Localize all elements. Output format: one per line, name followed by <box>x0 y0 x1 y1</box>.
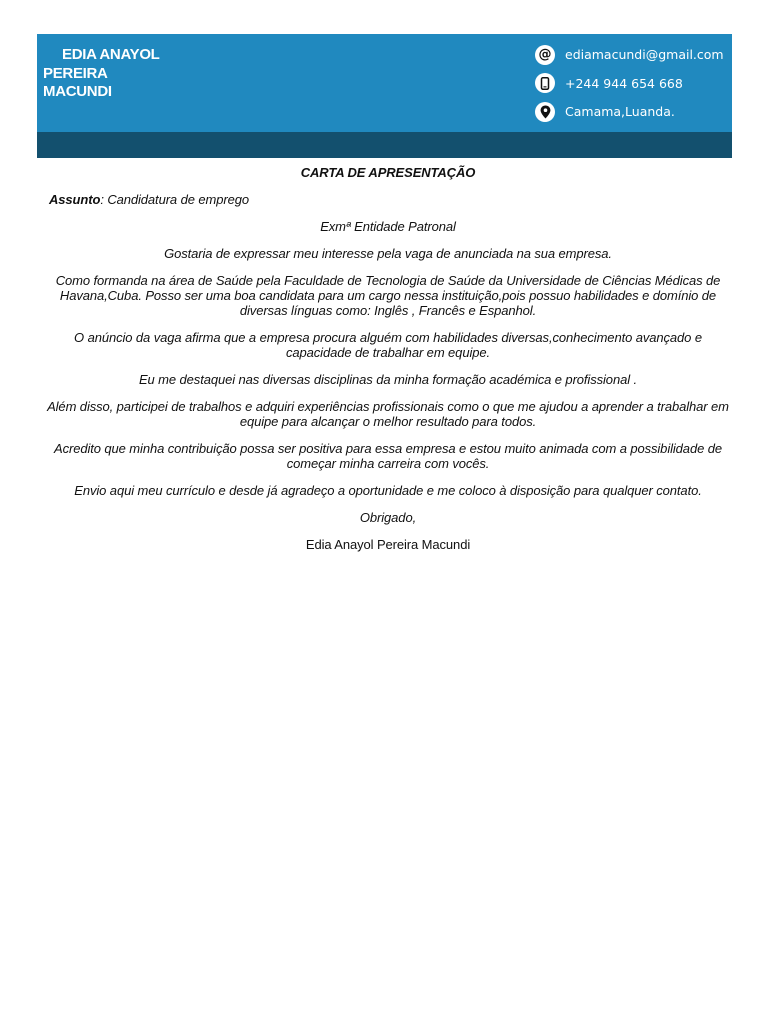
location-pin-icon <box>535 102 555 122</box>
letter-title: CARTA DE APRESENTAÇÃO <box>300 165 476 180</box>
header-accent-band <box>37 132 732 158</box>
name-line-3: MACUNDI <box>43 83 112 100</box>
location-text: Camama,Luanda. <box>565 104 675 119</box>
header-banner <box>37 34 732 132</box>
email-text: ediamacundi@gmail.com <box>565 47 724 62</box>
phone-text: +244 944 654 668 <box>565 75 683 91</box>
contact-location <box>535 101 730 122</box>
cover-letter <box>44 165 732 564</box>
letter-closing: Obrigado, <box>359 510 417 525</box>
phone-icon <box>535 73 555 93</box>
email-icon: @ <box>535 45 555 65</box>
letter-paragraph: Eu me destaquei nas diversas disciplinas da minha formação académica e profissional . <box>138 372 638 387</box>
contact-list <box>535 44 730 130</box>
letter-subject <box>44 192 732 207</box>
applicant-name <box>43 46 223 102</box>
name-line-2: PEREIRA <box>43 64 108 82</box>
letter-paragraph: Acredito que minha contribuição possa ser positiva para essa empresa e estou muito animada com a possibilidade de começar minha carreira com vocês. <box>54 441 722 471</box>
letter-paragraph: Como formanda na área de Saúde pela Faculdade de Tecnologia de Saúde da Universidade de Ciências Médicas de Havana,Cuba. Posso ser uma boa candidata para um cargo nessa instituição,pois possuo habilidades e domínio de diversas línguas como: Inglês , Francês e Espanhol. <box>55 273 721 318</box>
letter-paragraph: Envio aqui meu currículo e desde já agradeço a oportunidade e me coloco à disposição para qualquer contato. <box>74 483 702 498</box>
contact-phone <box>535 73 730 94</box>
letter-salutation: Exmª Entidade Patronal <box>320 219 456 234</box>
letter-paragraph: O anúncio da vaga afirma que a empresa procura alguém com habilidades diversas,conhecimento avançado e capacidade de trabalhar em equipe. <box>74 330 702 360</box>
subject-text: : Candidatura de emprego <box>100 192 249 207</box>
letter-paragraph: Além disso, participei de trabalhos e adquiri experiências profissionais como o que me ajudou a aprender a trabalhar em equipe para alcançar o melhor resultado para todos. <box>47 399 729 429</box>
contact-email <box>535 44 730 65</box>
letter-paragraph: Gostaria de expressar meu interesse pela vaga de anunciada na sua empresa. <box>164 246 612 261</box>
subject-label: Assunto <box>49 192 101 207</box>
name-line-1: EDIA ANAYOL <box>62 46 160 63</box>
letter-signature: Edia Anayol Pereira Macundi <box>305 537 471 552</box>
